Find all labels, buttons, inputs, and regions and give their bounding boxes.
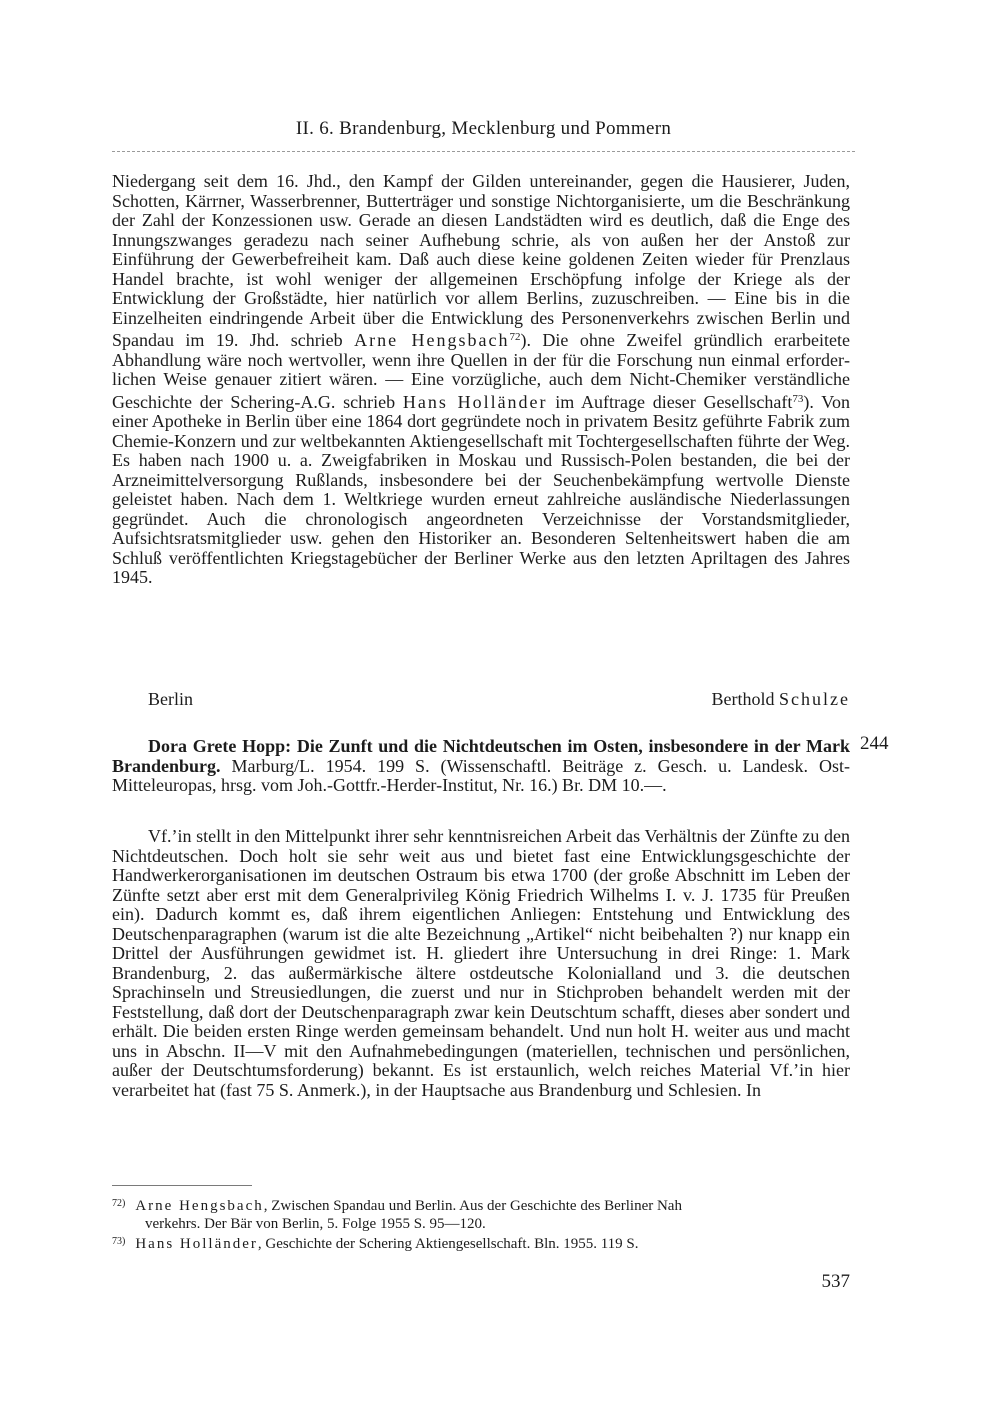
review-continuation-paragraph <box>112 172 850 588</box>
running-header: II. 6. Brandenburg, Mecklenburg und Pommern <box>295 118 672 139</box>
footnote-ref: 73 <box>792 392 804 405</box>
reviewer-signature <box>712 689 850 710</box>
text-segment: ). Von einer Apotheke in Berlin über eine 1864 dort gegründete noch in privatem Besitz geführte Fabrik zum Chemie-Konzern und zur weltbekannten Aktiengesellschaft mit Tochtergesellschaften führte der Weg. Es haben nach 1900 u. a. Zweigfabriken in Moskau und Russisch-Polen bestanden, die bei der Arzneimittelversorgung Rußlands, insbesondere bei der Seuchenbekämpfung wertvolle Dienste geleistet haben. Nach dem 1. Weltkriege wurden erneut zahlreiche ausländische Niederlassungen gegründet. Auch die chronologisch angeordneten Verzeichnisse der Vorstandsmitglieder, Aufsichtsratsmitglieder usw. gehen den Historiker an. Besonderen Seltenheitswert haben die am Schluß veröffentlichten Kriegstagebücher der Berliner Werke aus den letzten Apriltagen des Jahres 1945. <box>112 391 850 587</box>
footnote-72 <box>112 1195 850 1233</box>
author-name: Arne Hengsbach <box>354 330 510 350</box>
text-segment: im Auftrage dieser Gesellschaft <box>547 391 793 412</box>
text-segment: ). Die ohne Zweifel gründlich erarbeitete Abhandlung wäre noch wertvoller, wenn ihre Quellen in der für die Forschung nun einmal erforderlichen Weise genauer zitiert wären. — Eine vorzügliche, auch dem Nicht-Chemiker verständliche Geschichte der Schering-A.G. schrieb <box>112 330 850 412</box>
footnote-ref: 72 <box>509 331 521 343</box>
review-bibliographic-details: Marburg/L. 1954. 199 S. (Wissenschaftl. Beiträge z. Gesch. u. Landesk. Ost-Mitteleuropas, hrsg. vom Joh.-Gottfr.-Herder-Institut, Nr. 16.) Br. DM 10.—. <box>112 755 850 795</box>
footnote-number: 73) <box>112 1236 126 1247</box>
review-title-bold: Dora Grete Hopp: Die Zunft und die Nichtdeutschen im Osten, insbesondere in der Mark Brandenburg. <box>112 736 850 776</box>
review-body-paragraph: Vf.’in stellt in den Mittelpunkt ihrer sehr kenntnisreichen Arbeit das Verhältnis der Zünfte zu den Nichtdeutschen. Doch holt sie sehr weit aus und bietet fast eine Entwicklungsgeschichte der Handwerkerorganisationen im deutschen Ostraum bis etwa 1700 (der große Abschnitt im Leben der Zünfte setzt aber erst mit dem Generalprivileg König Friedrich Wilhelms I. v. J. 1735 für Preußen ein). Dadurch kommt es, daß ihrem eigentlichen Anliegen: Entstehung und Entwicklung des Deutschenparagraphen (warum ist die alte Bezeichnung „Artikel“ nicht beibehalten ?) nur knapp ein Drittel der Ausführungen gewidmet ist. H. gliedert ihre Untersuchung in drei Ringe: 1. Mark Brandenburg, 2. das außermärkische ältere ostdeutsche Kolonialland und 3. die deutschen Sprachinseln und Streusiedlungen, die zuerst und nur in Stichproben behandelt werden mit der Feststellung, daß dort der Deutschenparagraph zwar kein Deutschtum schafft, dieses aber sondert und erhält. Die beiden ersten Ringe werden gemeinsam behandelt. Und nun holt H. weiter aus und macht uns in Abschn. II—V mit den Aufnahmebedingungen (materiellen, technischen und persönlichen, außer der Deutschtumsforderung) bekannt. Es ist erstaunlich, welch reiches Material Vf.’in hier verarbeitet hat (fast 75 S. Anmerk.), in der Hauptsache aus Brandenburg und Schlesien. In <box>112 826 850 1100</box>
footnote-text: , Zwischen Spandau und Berlin. Aus der Geschichte des Berliner Nah <box>263 1198 682 1214</box>
footnote-author: Hans Holländer <box>135 1236 258 1252</box>
review-place: Berlin <box>148 689 193 709</box>
text-segment: Niedergang seit dem 16. Jhd., den Kampf der Gilden untereinander, gegen die Hausierer, Juden, Schotten, Kärrner, Wasserbrenner, Butterträger und sonstige Nichtorganisierte, um die Beschränkung der Zahl der Konzessionen usw. Gerade an diesen Landstädten wird es deutlich, daß die Enge des Innungszwanges geradezu nach seiner Aufhebung schrie, als von außen her der Anstoß zur Einführung der Gewerbefreiheit kam. Daß auch diese keine goldenen Zeiten wieder für Prenzlaus Handel brachte, ist wohl weniger der allgemeinen Erschöpfung infolge der Kriege als der Entwicklung der Großstädte, hier natürlich vor allem Berlins, zuzuschreiben. — Eine bis in die Einzelheiten eindringende Arbeit über die Entwicklung des Personenverkehrs zwischen Berlin und Spandau im 19. Jhd. schrieb <box>112 171 850 350</box>
review-heading <box>112 737 850 796</box>
footnote-73 <box>112 1233 850 1253</box>
author-name: Hans Holländer <box>402 391 548 412</box>
reviewer-first-name: Berthold <box>711 689 780 709</box>
footnote-text-continued: verkehrs. Der Bär von Berlin, 5. Folge 1955 S. 95—120. <box>145 1216 486 1232</box>
footnote-rule <box>112 1185 252 1186</box>
page-number: 537 <box>821 1271 850 1292</box>
header-rule <box>112 151 855 152</box>
footnote-number: 72) <box>112 1198 126 1209</box>
footnote-text: , Geschichte der Schering Aktiengesellschaft. Bln. 1955. 119 S. <box>257 1236 639 1252</box>
reviewer-last-name: Schulze <box>779 689 850 709</box>
footnote-author: Arne Hengsbach <box>135 1198 264 1214</box>
marginal-review-number: 244 <box>860 733 889 754</box>
